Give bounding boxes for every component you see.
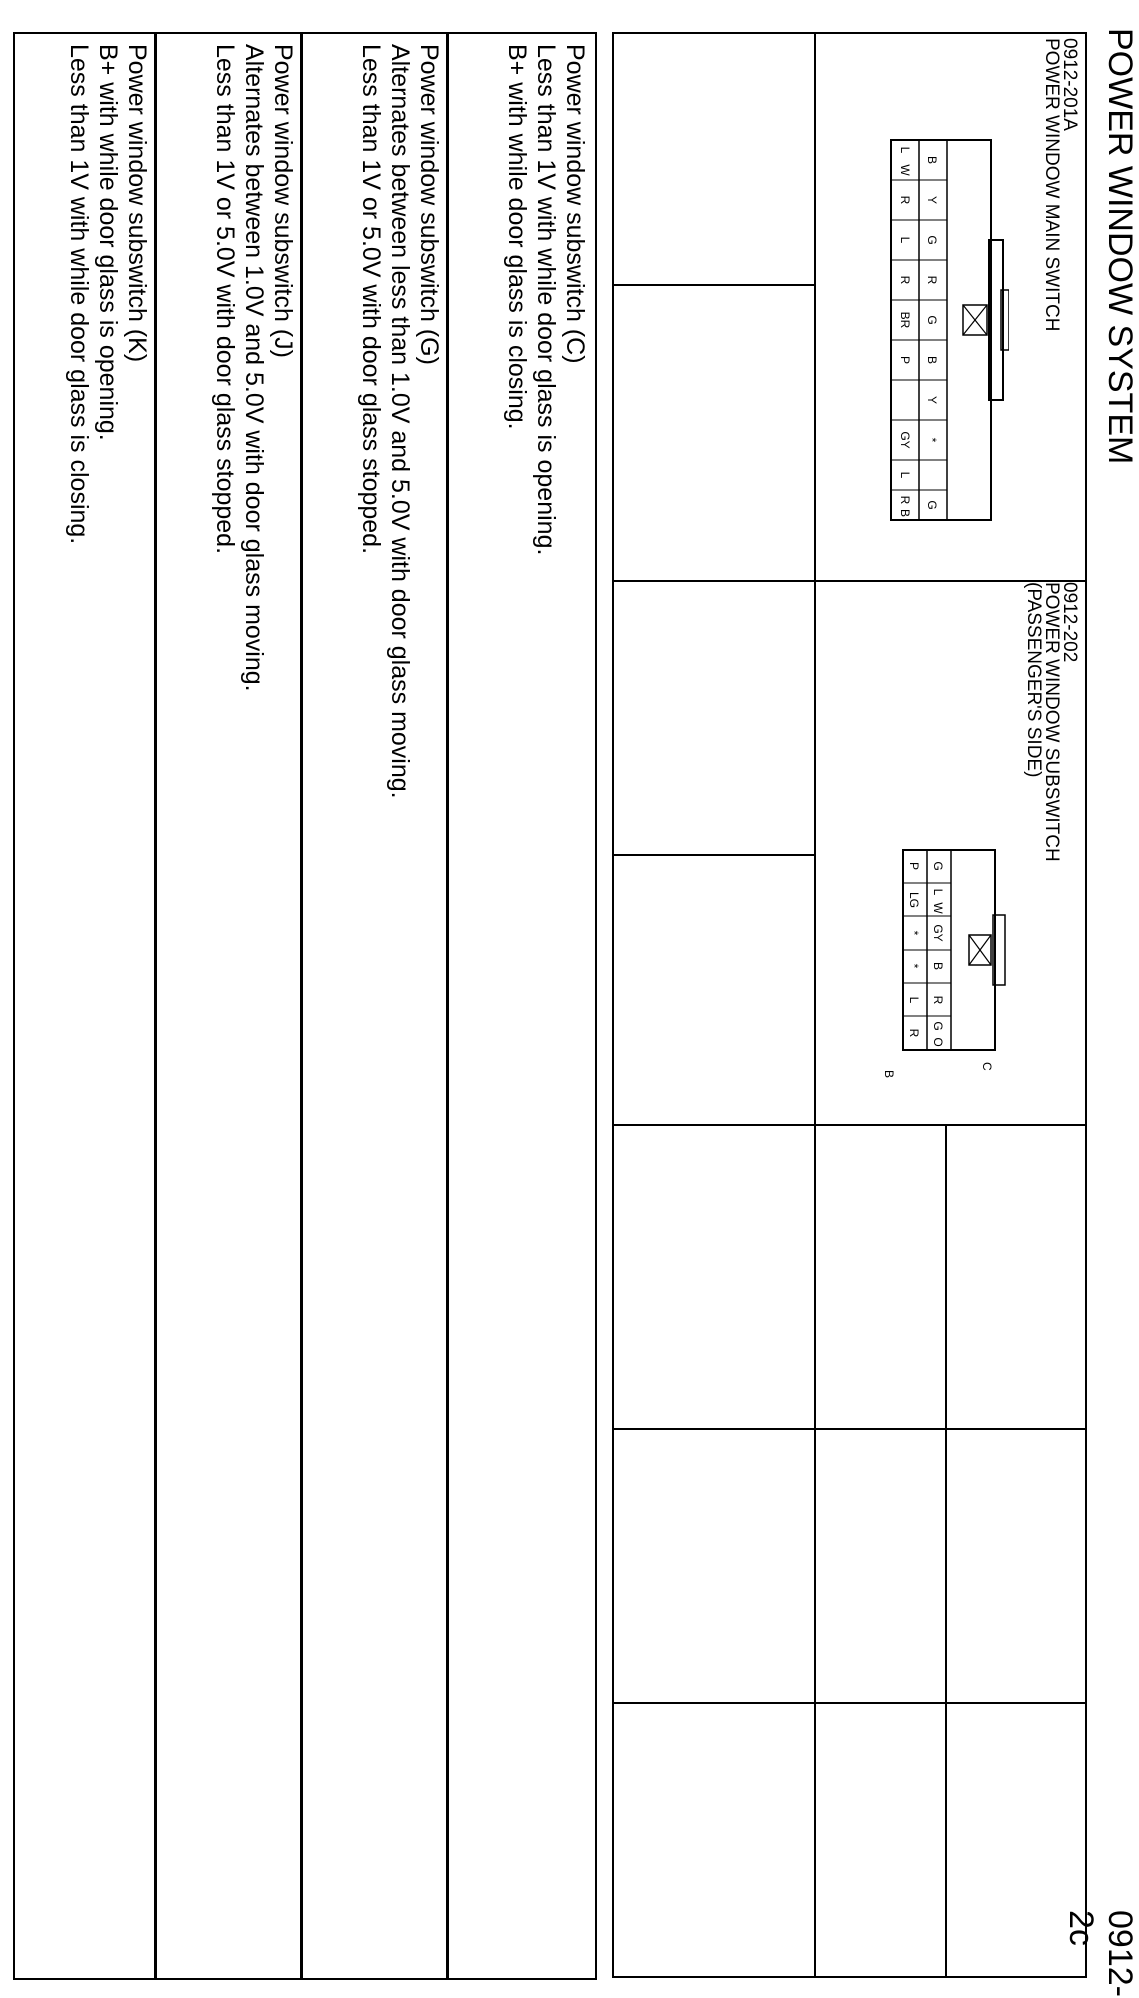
pin-label: LG	[907, 891, 921, 909]
pin-label: G	[931, 1021, 945, 1031]
connector-code: 0912-201A	[1059, 38, 1080, 131]
subswitch-connector-diagram	[879, 830, 1009, 1120]
grid-divider	[614, 1702, 1085, 1704]
pin-label: *	[925, 437, 939, 443]
connector-grid	[612, 32, 1087, 1978]
pin-label: P	[907, 861, 921, 871]
note-heading: Power window subswitch (G)	[415, 44, 443, 365]
pin-label: BR	[898, 311, 912, 329]
grid-divider	[814, 1124, 816, 1976]
grid-divider	[814, 34, 816, 1124]
note-line: B+ with while door glass is opening.	[94, 44, 122, 441]
pin-label: *	[907, 930, 921, 936]
main-switch-connector-diagram	[879, 120, 1009, 560]
pin-label: GY	[898, 431, 912, 449]
pin-label: W	[898, 164, 912, 176]
pin-label: R	[898, 275, 912, 285]
pin-label: G	[931, 861, 945, 871]
voltage-notes-table	[13, 32, 597, 1980]
pin-label: G	[925, 500, 939, 510]
pin-marker-b: B	[882, 1070, 896, 1079]
pin-label: R	[898, 495, 912, 505]
note-heading: Power window subswitch (K)	[123, 44, 151, 363]
grid-divider	[614, 284, 816, 286]
pin-label: R	[907, 1028, 921, 1038]
pin-label: R	[898, 195, 912, 205]
pin-label: L	[931, 888, 945, 896]
page-title: POWER WINDOW SYSTEM	[1101, 28, 1139, 465]
note-line: Alternates between 1.0V and 5.0V with door glass moving.	[240, 44, 268, 692]
pin-label: R	[925, 275, 939, 285]
row-divider	[300, 34, 303, 1978]
connector-name: POWER WINDOW MAIN SWITCH	[1041, 38, 1062, 332]
connector-code: 0912-202	[1059, 582, 1080, 663]
note-line: Less than 1V with while door glass is opening.	[532, 44, 560, 556]
pin-label: L	[907, 996, 921, 1004]
grid-divider	[614, 580, 1085, 582]
pin-label: *	[907, 963, 921, 969]
connector-name: POWER WINDOW SUBSWITCH	[1041, 582, 1062, 862]
row-divider	[446, 34, 449, 1978]
note-line: Alternates between less than 1.0V and 5.0V with door glass moving.	[386, 44, 414, 799]
pin-label: O	[931, 1037, 945, 1047]
pin-label: B	[898, 508, 912, 518]
pin-label: L	[898, 146, 912, 154]
pin-label: G	[925, 315, 939, 325]
pin-label: L	[898, 236, 912, 244]
pin-label: B	[925, 155, 939, 165]
note-line: B+ with while door glass is closing.	[503, 44, 531, 430]
pin-label: GY	[931, 924, 945, 942]
pin-label: P	[898, 355, 912, 365]
pin-label: W	[931, 902, 945, 914]
grid-divider	[614, 1428, 1085, 1430]
pin-label: G	[925, 235, 939, 245]
grid-divider	[614, 854, 816, 856]
connector-name-line2: (PASSENGER'S SIDE)	[1023, 582, 1044, 778]
note-line: Less than 1V or 5.0V with door glass stopped.	[357, 44, 385, 555]
pin-label: Y	[925, 395, 939, 405]
grid-divider	[614, 1124, 1085, 1126]
grid-divider	[945, 1124, 947, 1976]
note-heading: Power window subswitch (C)	[561, 44, 589, 364]
pin-label: R	[931, 995, 945, 1005]
row-divider	[154, 34, 157, 1978]
note-line: Less than 1V or 5.0V with door glass stopped.	[211, 44, 239, 555]
pin-label: B	[925, 355, 939, 365]
pin-label: Y	[925, 195, 939, 205]
note-heading: Power window subswitch (J)	[269, 44, 297, 358]
note-line: Less than 1V with while door glass is closing.	[65, 44, 93, 545]
pin-marker-c: C	[980, 1062, 994, 1071]
pin-label: L	[898, 471, 912, 479]
pin-label: B	[931, 961, 945, 971]
page-number: 0912-2c	[1062, 1910, 1139, 1997]
